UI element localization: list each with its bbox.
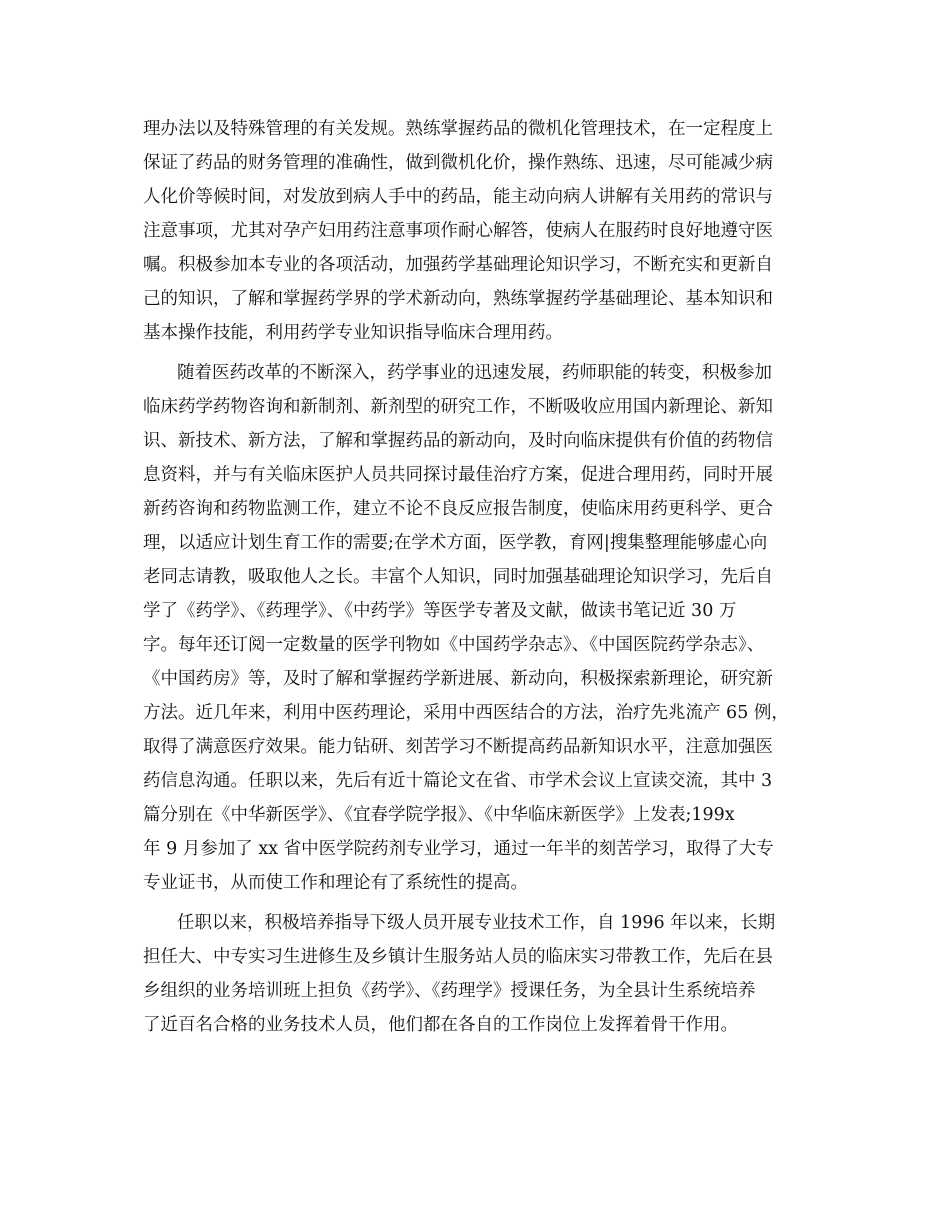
text-line: 临床药学药物咨询和新制剂、新剂型的研究工作，不断吸收应用国内新理论、新知 xyxy=(143,397,773,417)
paragraph xyxy=(143,112,823,350)
text-line: 人化价等候时间，对发放到病人手中的药品，能主动向病人讲解有关用药的常识与 xyxy=(143,187,773,207)
text-line: 息资料，并与有关临床医护人员共同探讨最佳治疗方案，促进合理用药，同时开展 xyxy=(143,465,773,485)
text-line: 理，以适应计划生育工作的需要;在学术方面，医学教，育网|搜集整理能够虚心向 xyxy=(143,533,768,553)
paragraph xyxy=(143,356,823,900)
text-line: 保证了药品的财务管理的准确性，做到微机化价，操作熟练、迅速，尽可能减少病 xyxy=(143,153,773,173)
paragraph xyxy=(143,906,823,1042)
text-line: 乡组织的业务培训班上担负《药学》、《药理学》授课任务，为全县计生系统培养 xyxy=(143,981,756,1001)
text-line: 注意事项，尤其对孕产妇用药注意事项作耐心解答，使病人在服药时良好地遵守医 xyxy=(143,221,773,241)
text-line: 任职以来，积极培养指导下级人员开展专业技术工作，自 1996 年以来，长期 xyxy=(177,913,776,933)
text-line: 担任大、中专实习生进修生及乡镇计生服务站人员的临床实习带教工作，先后在县 xyxy=(143,947,773,967)
text-line: 理办法以及特殊管理的有关发规。熟练掌握药品的微机化管理技术，在一定程度上 xyxy=(143,119,773,139)
text-line: 年 9 月参加了 xx 省中医学院药剂专业学习，通过一年半的刻苦学习，取得了大专 xyxy=(143,839,774,859)
text-line: 基本操作技能，利用药学专业知识指导临床合理用药。 xyxy=(143,323,563,343)
text-line: 嘱。积极参加本专业的各项活动，加强药学基础理论知识学习，不断充实和更新自 xyxy=(143,255,773,275)
text-line: 专业证书，从而使工作和理论有了系统性的提高。 xyxy=(143,873,528,893)
text-line: 方法。近几年来，利用中医药理论，采用中西医结合的方法，治疗先兆流产 65 例， xyxy=(143,703,789,723)
text-line: 识、新技术、新方法，了解和掌握药品的新动向，及时向临床提供有价值的药物信 xyxy=(143,431,773,451)
text-line: 己的知识，了解和掌握药学界的学术新动向，熟练掌握药学基础理论、基本知识和 xyxy=(143,289,773,309)
text-line: 新药咨询和药物监测工作，建立不论不良反应报告制度，使临床用药更科学、更合 xyxy=(143,499,773,519)
text-line: 取得了满意医疗效果。能力钻研、刻苦学习不断提高药品新知识水平，注意加强医 xyxy=(143,737,773,757)
text-line: 了近百名合格的业务技术人员，他们都在各自的工作岗位上发挥着骨干作用。 xyxy=(143,1015,738,1035)
document-body xyxy=(143,112,823,1042)
text-line: 《中国药房》等，及时了解和掌握药学新进展、新动向，积极探索新理论，研究新 xyxy=(143,669,773,689)
text-line: 老同志请教，吸取他人之长。丰富个人知识，同时加强基础理论知识学习，先后自 xyxy=(143,567,773,587)
text-line: 药信息沟通。任职以来，先后有近十篇论文在省、市学术会议上宣读交流，其中 3 xyxy=(143,771,773,791)
text-line: 随着医药改革的不断深入，药学事业的迅速发展，药师职能的转变，积极参加 xyxy=(177,363,772,383)
text-line: 篇分别在《中华新医学》、《宜春学院学报》、《中华临床新医学》上发表;199x xyxy=(143,805,735,825)
text-line: 学了《药学》、《药理学》、《中药学》等医学专著及文献，做读书笔记近 30 万 xyxy=(143,601,737,621)
text-line: 字。每年还订阅一定数量的医学刊物如《中国药学杂志》、《中国医院药学杂志》、 xyxy=(143,635,765,655)
